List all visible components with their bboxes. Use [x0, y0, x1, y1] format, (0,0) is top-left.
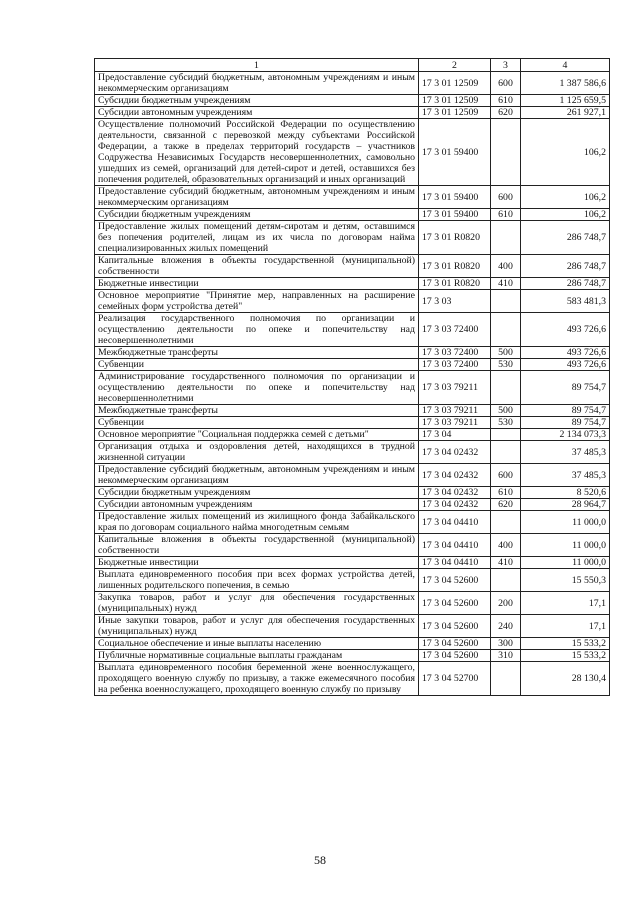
item-name-cell: Субсидии бюджетным учреждениям: [95, 95, 419, 107]
table-row: [95, 615, 610, 638]
target-code-cell: 17 3 04 04410: [419, 557, 491, 569]
table-row: [95, 638, 610, 650]
item-name-cell: Иные закупки товаров, работ и услуг для обеспечения государственных (муниципальных) нужд: [95, 615, 419, 638]
amount-cell: 15 533,2: [521, 650, 610, 662]
expense-type-cell: 610: [491, 487, 521, 499]
item-name-cell: Выплата единовременного пособия при всех формах устройства детей, лишенных родительского попечения, в семью: [95, 569, 419, 592]
expense-type-cell: 610: [491, 209, 521, 221]
amount-cell: 17,1: [521, 615, 610, 638]
table-row: [95, 278, 610, 290]
item-name-cell: Капитальные вложения в объекты государственной (муниципальной) собственности: [95, 255, 419, 278]
column-header: 4: [521, 59, 610, 72]
amount-cell: 11 000,0: [521, 534, 610, 557]
table-row: [95, 417, 610, 429]
target-code-cell: 17 3 04 04410: [419, 534, 491, 557]
item-name-cell: Предоставление субсидий бюджетным, автономным учреждениям и иным некоммерческим организациям: [95, 464, 419, 487]
table-row: [95, 405, 610, 417]
amount-cell: 37 485,3: [521, 464, 610, 487]
amount-cell: 286 748,7: [521, 221, 610, 255]
target-code-cell: 17 3 03: [419, 290, 491, 313]
expense-type-cell: 610: [491, 95, 521, 107]
item-name-cell: Бюджетные инвестиции: [95, 557, 419, 569]
table-row: [95, 464, 610, 487]
item-name-cell: Бюджетные инвестиции: [95, 278, 419, 290]
amount-cell: 286 748,7: [521, 255, 610, 278]
item-name-cell: Реализация государственного полномочия по организации и осуществлению деятельности по опеке и попечительству над несовершеннолетними: [95, 313, 419, 347]
amount-cell: 2 134 073,3: [521, 429, 610, 441]
target-code-cell: 17 3 04 02432: [419, 487, 491, 499]
table-row: [95, 347, 610, 359]
amount-cell: 28 130,4: [521, 662, 610, 696]
table-row: [95, 255, 610, 278]
target-code-cell: 17 3 03 72400: [419, 359, 491, 371]
table-row: [95, 650, 610, 662]
budget-table: [94, 58, 610, 696]
table-row: [95, 359, 610, 371]
expense-type-cell: 400: [491, 534, 521, 557]
target-code-cell: 17 3 03 79211: [419, 417, 491, 429]
expense-type-cell: [491, 290, 521, 313]
table-row: [95, 592, 610, 615]
expense-type-cell: [491, 313, 521, 347]
item-name-cell: Предоставление субсидий бюджетным, автономным учреждениям и иным некоммерческим организациям: [95, 72, 419, 95]
target-code-cell: 17 3 01 R0820: [419, 278, 491, 290]
expense-type-cell: 500: [491, 405, 521, 417]
column-header: 1: [95, 59, 419, 72]
amount-cell: 493 726,6: [521, 347, 610, 359]
item-name-cell: Социальное обеспечение и иные выплаты населению: [95, 638, 419, 650]
expense-type-cell: 410: [491, 278, 521, 290]
amount-cell: 15 550,3: [521, 569, 610, 592]
target-code-cell: 17 3 04 52600: [419, 615, 491, 638]
amount-cell: 583 481,3: [521, 290, 610, 313]
table-body: [95, 72, 610, 696]
amount-cell: 11 000,0: [521, 511, 610, 534]
item-name-cell: Субсидии бюджетным учреждениям: [95, 209, 419, 221]
table-row: [95, 95, 610, 107]
target-code-cell: 17 3 04 52600: [419, 592, 491, 615]
amount-cell: 89 754,7: [521, 417, 610, 429]
expense-type-cell: [491, 119, 521, 186]
table-row: [95, 534, 610, 557]
item-name-cell: Предоставление жилых помещений из жилищного фонда Забайкальского края по договорам социального найма многодетным семьям: [95, 511, 419, 534]
expense-type-cell: 530: [491, 359, 521, 371]
expense-type-cell: 400: [491, 255, 521, 278]
amount-cell: 493 726,6: [521, 313, 610, 347]
item-name-cell: Субсидии автономным учреждениям: [95, 107, 419, 119]
target-code-cell: 17 3 04 02432: [419, 464, 491, 487]
table-row: [95, 72, 610, 95]
expense-type-cell: [491, 371, 521, 405]
target-code-cell: 17 3 04 52600: [419, 638, 491, 650]
item-name-cell: Межбюджетные трансферты: [95, 405, 419, 417]
expense-type-cell: [491, 429, 521, 441]
target-code-cell: 17 3 03 79211: [419, 405, 491, 417]
table-row: [95, 499, 610, 511]
item-name-cell: Субсидии бюджетным учреждениям: [95, 487, 419, 499]
target-code-cell: 17 3 04 04410: [419, 511, 491, 534]
amount-cell: 106,2: [521, 119, 610, 186]
expense-type-cell: [491, 221, 521, 255]
expense-type-cell: 600: [491, 464, 521, 487]
table-row: [95, 290, 610, 313]
target-code-cell: 17 3 04 52700: [419, 662, 491, 696]
expense-type-cell: 300: [491, 638, 521, 650]
expense-type-cell: 620: [491, 499, 521, 511]
amount-cell: 11 000,0: [521, 557, 610, 569]
target-code-cell: 17 3 01 59400: [419, 186, 491, 209]
amount-cell: 286 748,7: [521, 278, 610, 290]
page-number: 58: [314, 853, 326, 867]
target-code-cell: 17 3 04 52600: [419, 569, 491, 592]
amount-cell: 1 387 586,6: [521, 72, 610, 95]
table-row: [95, 662, 610, 696]
target-code-cell: 17 3 03 72400: [419, 347, 491, 359]
item-name-cell: Капитальные вложения в объекты государственной (муниципальной) собственности: [95, 534, 419, 557]
item-name-cell: Субвенции: [95, 359, 419, 371]
table-row: [95, 313, 610, 347]
amount-cell: 1 125 659,5: [521, 95, 610, 107]
amount-cell: 8 520,6: [521, 487, 610, 499]
target-code-cell: 17 3 01 59400: [419, 119, 491, 186]
table-row: [95, 119, 610, 186]
target-code-cell: 17 3 01 12509: [419, 95, 491, 107]
item-name-cell: Межбюджетные трансферты: [95, 347, 419, 359]
table-row: [95, 371, 610, 405]
table-row: [95, 209, 610, 221]
expense-type-cell: [491, 569, 521, 592]
table-row: [95, 569, 610, 592]
amount-cell: 493 726,6: [521, 359, 610, 371]
target-code-cell: 17 3 01 59400: [419, 209, 491, 221]
item-name-cell: Субвенции: [95, 417, 419, 429]
target-code-cell: 17 3 03 79211: [419, 371, 491, 405]
expense-type-cell: 410: [491, 557, 521, 569]
target-code-cell: 17 3 01 R0820: [419, 221, 491, 255]
amount-cell: 37 485,3: [521, 441, 610, 464]
expense-type-cell: 500: [491, 347, 521, 359]
item-name-cell: Закупка товаров, работ и услуг для обеспечения государственных (муниципальных) нужд: [95, 592, 419, 615]
item-name-cell: Публичные нормативные социальные выплаты гражданам: [95, 650, 419, 662]
target-code-cell: 17 3 03 72400: [419, 313, 491, 347]
expense-type-cell: 200: [491, 592, 521, 615]
table-row: [95, 511, 610, 534]
table-row: [95, 429, 610, 441]
target-code-cell: 17 3 04 52600: [419, 650, 491, 662]
target-code-cell: 17 3 04 02432: [419, 441, 491, 464]
amount-cell: 106,2: [521, 209, 610, 221]
expense-type-cell: 620: [491, 107, 521, 119]
expense-type-cell: 600: [491, 72, 521, 95]
column-header: 3: [491, 59, 521, 72]
table-row: [95, 186, 610, 209]
amount-cell: 261 927,1: [521, 107, 610, 119]
expense-type-cell: [491, 662, 521, 696]
column-header: 2: [419, 59, 491, 72]
expense-type-cell: 600: [491, 186, 521, 209]
expense-type-cell: [491, 511, 521, 534]
item-name-cell: Предоставление субсидий бюджетным, автономным учреждениям и иным некоммерческим организациям: [95, 186, 419, 209]
target-code-cell: 17 3 04: [419, 429, 491, 441]
expense-type-cell: 240: [491, 615, 521, 638]
target-code-cell: 17 3 04 02432: [419, 499, 491, 511]
item-name-cell: Организация отдыха и оздоровления детей, находящихся в трудной жизненной ситуации: [95, 441, 419, 464]
expense-type-cell: 530: [491, 417, 521, 429]
amount-cell: 17,1: [521, 592, 610, 615]
target-code-cell: 17 3 01 R0820: [419, 255, 491, 278]
item-name-cell: Субсидии автономным учреждениям: [95, 499, 419, 511]
table-row: [95, 107, 610, 119]
item-name-cell: Предоставление жилых помещений детям-сиротам и детям, оставшимся без попечения родителей, лицам из их числа по договорам найма специализированных жилых помещений: [95, 221, 419, 255]
expense-type-cell: 310: [491, 650, 521, 662]
amount-cell: 89 754,7: [521, 371, 610, 405]
item-name-cell: Основное мероприятие "Принятие мер, направленных на расширение семейных форм устройства детей": [95, 290, 419, 313]
header-row: [95, 59, 610, 72]
table-row: [95, 487, 610, 499]
item-name-cell: Основное мероприятие "Социальная поддержка семей с детьми": [95, 429, 419, 441]
item-name-cell: Выплата единовременного пособия беременной жене военнослужащего, проходящего военную службу по призыву, а также ежемесячного пособия на ребенка военнослужащего, проходящего военную службу по призыву: [95, 662, 419, 696]
amount-cell: 15 533,2: [521, 638, 610, 650]
target-code-cell: 17 3 01 12509: [419, 72, 491, 95]
amount-cell: 106,2: [521, 186, 610, 209]
item-name-cell: Администрирование государственного полномочия по организации и осуществлению деятельности по опеке и попечительству над несовершеннолетними: [95, 371, 419, 405]
item-name-cell: Осуществление полномочий Российской Федерации по осуществлению деятельности, связанной с перевозкой между субъектами Российской Федерации, а также в пределах территорий государств – участников Содружества Независимых Государств несовершеннолетних, самовольно ушедших из семей, организаций для детей-сирот и детей, оставшихся без попечения родителей, образовательных организаций и иных организаций: [95, 119, 419, 186]
table-row: [95, 441, 610, 464]
amount-cell: 89 754,7: [521, 405, 610, 417]
target-code-cell: 17 3 01 12509: [419, 107, 491, 119]
table-row: [95, 557, 610, 569]
table-row: [95, 221, 610, 255]
amount-cell: 28 964,7: [521, 499, 610, 511]
expense-type-cell: [491, 441, 521, 464]
